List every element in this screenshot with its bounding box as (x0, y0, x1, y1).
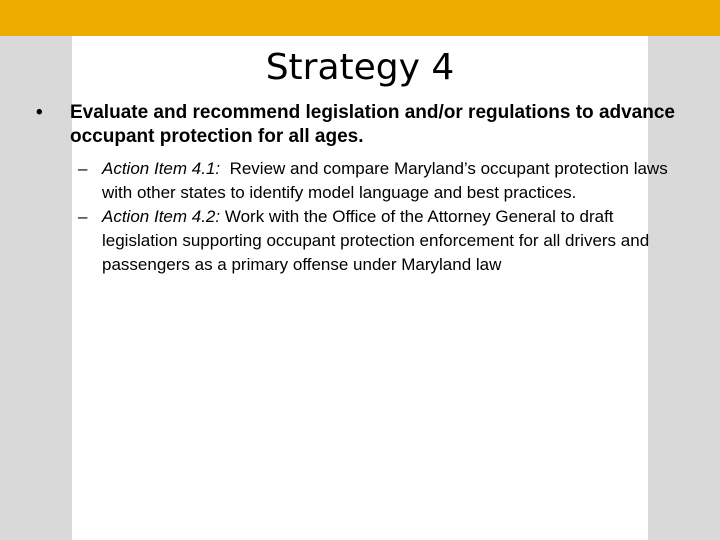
slide-title: Strategy 4 (265, 47, 455, 88)
action-item-4-2 (78, 205, 668, 277)
main-bullet (36, 101, 686, 149)
action-item-label: Action Item 4.2: (102, 207, 221, 226)
action-item-text: Review and compare Maryland’s occupant protection laws with other states to identify model language and best practices. (102, 159, 673, 202)
bullet-marker: • (36, 102, 43, 123)
dash-marker: – (78, 207, 88, 226)
top-accent-band (0, 0, 720, 36)
action-item-label: Action Item 4.1: (102, 159, 221, 178)
dash-marker: – (78, 159, 88, 178)
action-item-text: Work with the Office of the Attorney General to draft legislation supporting occupant protection enforcement for all drivers and passengers as a primary offense under Maryland law (102, 207, 654, 274)
action-item-4-1 (78, 157, 673, 205)
main-bullet-text: Evaluate and recommend legislation and/or regulations to advance occupant protection for all ages. (70, 102, 675, 147)
action-items-list (78, 157, 673, 277)
